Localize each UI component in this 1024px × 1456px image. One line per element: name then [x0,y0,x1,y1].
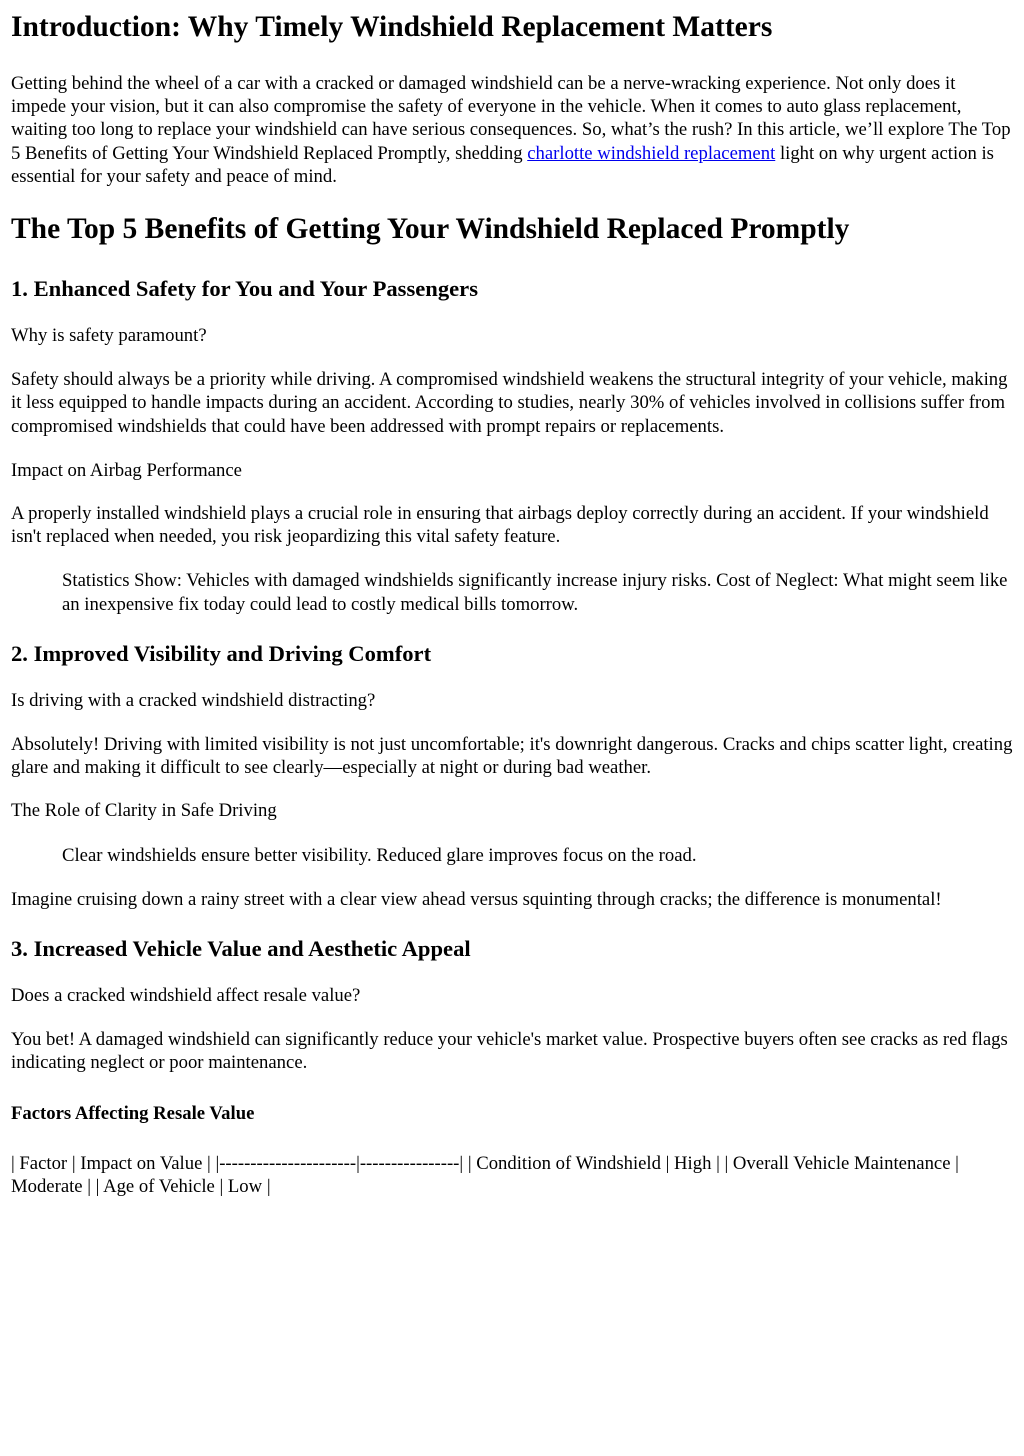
section-2-subheading: The Role of Clarity in Safe Driving [11,800,277,822]
section-2-question: Is driving with a cracked windshield distracting? [11,689,376,711]
intro-text-after-link: light on why urgent action is essential for your safety and peace of mind. [11,142,994,187]
section-1-question: Why is safety paramount? [11,325,207,347]
section-3-subheading: Factors Affecting Resale Value [11,1102,255,1124]
section-1-quote: Statistics Show: Vehicles with damaged windshields significantly increase injury risks. Cost of Neglect: What might seem like an inexpensive fix today could lead to costly medical bills tomorrow. [62,570,1008,615]
article [0,10,1024,1198]
section-1-body: Safety should always be a priority while driving. A compromised windshield weakens the structural integrity of your vehicle, making it less equipped to handle impacts during an accident. According to studies, nearly 30% of vehicles involved in collisions suffer from compromised windshields that could have been addressed with prompt repairs or replacements. [11,369,1008,437]
section-2-body: Absolutely! Driving with limited visibility is not just uncomfortable; it's downright dangerous. Cracks and chips scatter light, creating glare and making it difficult to see clearly—especially at night or during bad weather. [11,734,1013,779]
section-3-question: Does a cracked windshield affect resale value? [11,985,361,1007]
intro-text-before-link: Getting behind the wheel of a car with a cracked or damaged windshield can be a nerve-wracking experience. Not only does it impede your vision, but it can also compromise the safety of everyone in the vehicle. When it comes to auto glass replacement, waiting too long to replace your windshield can have serious consequences. So, what’s the rush? In this article, we’ll explore The Top 5 Benefits of Getting Your Windshield Replaced Promptly, shedding [11,73,1011,164]
section-1-sub-body: A properly installed windshield plays a crucial role in ensuring that airbags deploy correctly during an accident. If your windshield isn't replaced when needed, you risk jeopardizing this vital safety feature. [11,503,989,548]
intro-paragraph [11,72,1014,188]
intro-heading: Introduction: Why Timely Windshield Replacement Matters [11,11,773,43]
charlotte-windshield-replacement-link[interactable]: charlotte windshield replacement [527,142,776,164]
section-1-subheading: Impact on Airbag Performance [11,459,242,481]
section-2-heading: 2. Improved Visibility and Driving Comfort [11,640,432,666]
section-1-heading: 1. Enhanced Safety for You and Your Passengers [11,276,478,302]
section-3-body: You bet! A damaged windshield can significantly reduce your vehicle's market value. Prospective buyers often see cracks as red flags indicating neglect or poor maintenance. [11,1029,1008,1074]
main-heading: The Top 5 Benefits of Getting Your Windshield Replaced Promptly [11,213,850,246]
section-3-heading: 3. Increased Vehicle Value and Aesthetic Appeal [11,936,471,962]
section-2-quote: Clear windshields ensure better visibility. Reduced glare improves focus on the road. [62,844,697,866]
section-2-closing: Imagine cruising down a rainy street with a clear view ahead versus squinting through cracks; the difference is monumental! [11,888,942,910]
resale-factors-table-text: | Factor | Impact on Value | |----------------------|----------------| | Condition of Windshield | High | | Overall Vehicle Maintenance | Moderate | | Age of Vehicle | Low | [11,1152,959,1197]
